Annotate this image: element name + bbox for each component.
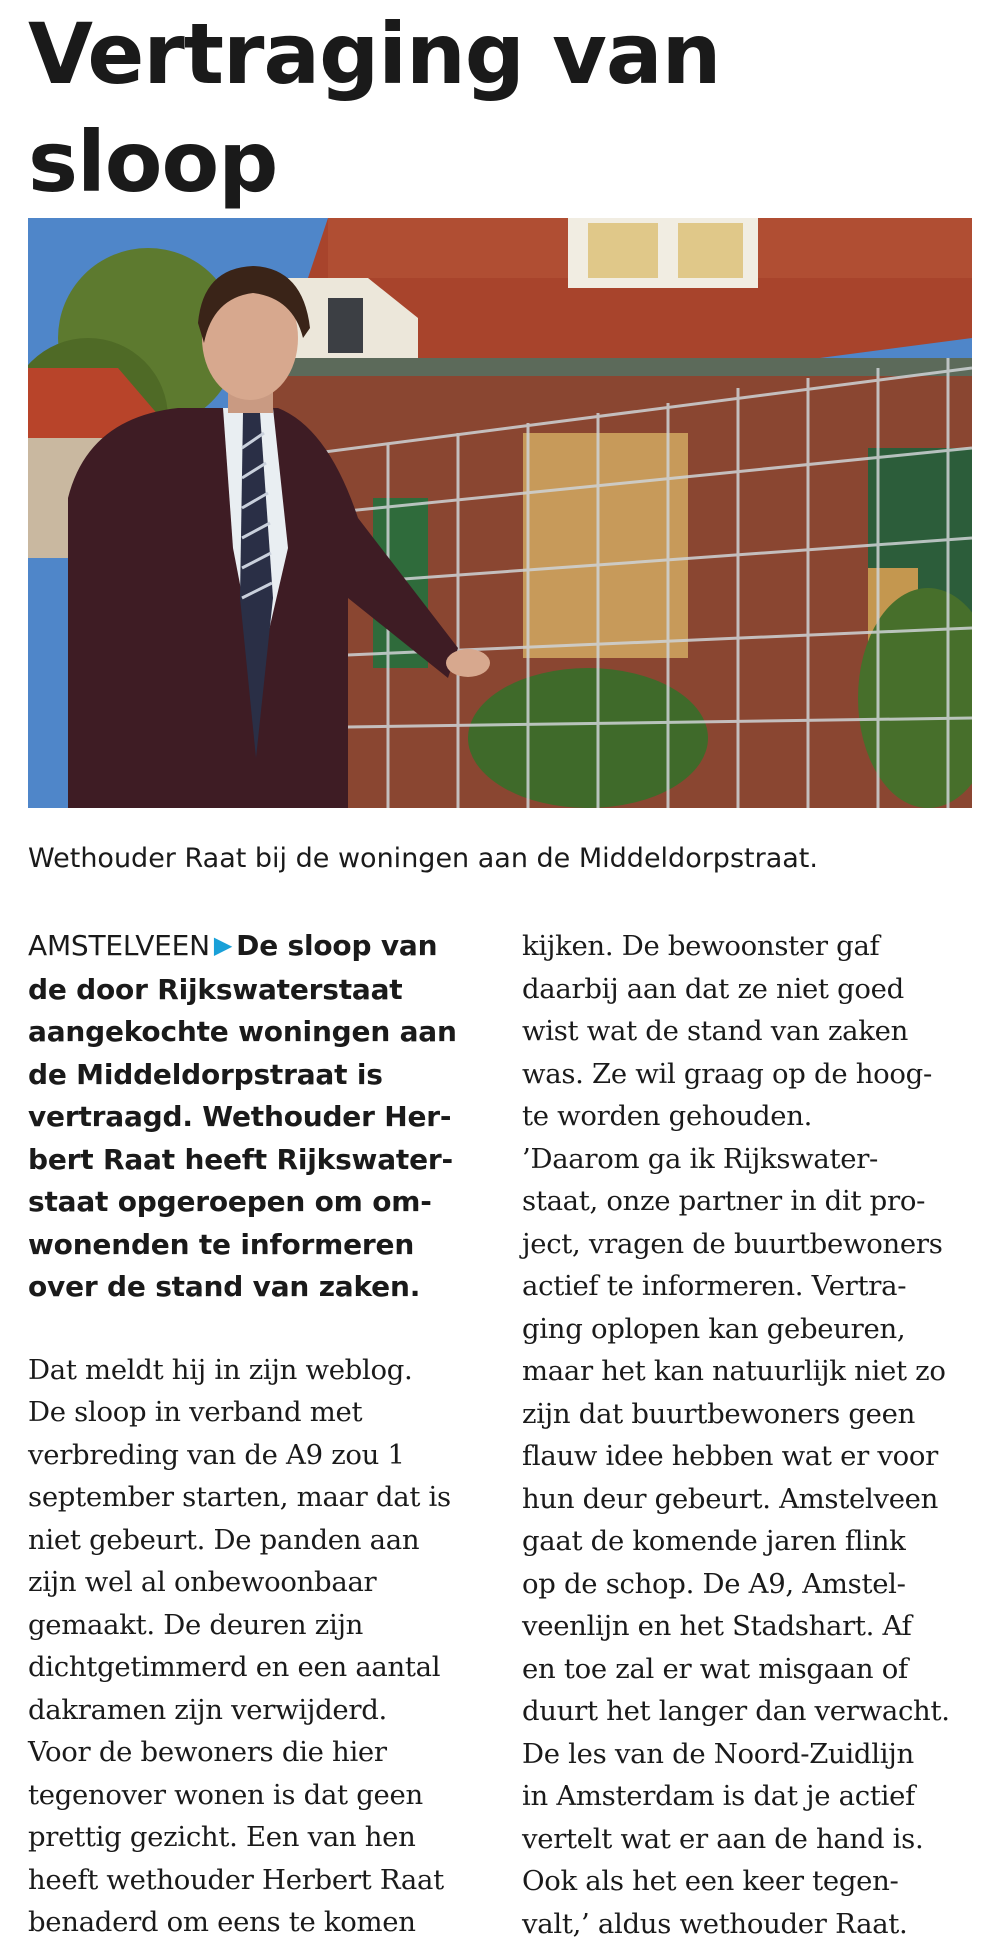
body-line: Voor de bewoners die hier — [28, 1736, 387, 1768]
lead-line: De sloop van — [236, 929, 438, 962]
body-line: benaderd om eens te komen — [28, 1906, 416, 1938]
lead-line: bert Raat heeft Rijkswater- — [28, 1142, 453, 1176]
body-line: duurt het langer dan verwacht. — [522, 1695, 950, 1727]
body-line: heeft wethouder Herbert Raat — [28, 1863, 444, 1896]
body-line: en toe zal er wat misgaan of — [522, 1652, 908, 1685]
article-column-left — [28, 925, 490, 1944]
lead-line: wonenden te informeren — [28, 1227, 415, 1261]
lead-line: de Middeldorpstraat is — [28, 1057, 383, 1091]
body-line: zijn dat buurtbewoners geen — [522, 1397, 916, 1430]
article-body-right — [522, 925, 982, 1945]
body-line: flauw idee hebben wat er voor — [522, 1440, 938, 1472]
lead-line: de door Rijkswaterstaat — [28, 972, 403, 1006]
body-line: dichtgetimmerd en een aantal — [28, 1651, 441, 1683]
body-line: zijn wel al onbewoonbaar — [28, 1566, 377, 1598]
article-body-left — [28, 1349, 490, 1944]
body-line: maar het kan natuurlijk niet zo — [522, 1355, 946, 1387]
lead-line: aangekochte woningen aan — [28, 1015, 457, 1048]
body-line: prettig gezicht. Een van hen — [28, 1821, 416, 1853]
body-line: niet gebeurt. De panden aan — [28, 1523, 420, 1556]
lead-line: over de stand van zaken. — [28, 1270, 421, 1303]
body-line: gemaakt. De deuren zijn — [28, 1608, 364, 1641]
lead-line: vertraagd. Wethouder Her- — [28, 1100, 452, 1133]
body-line: in Amsterdam is dat je actief — [522, 1780, 915, 1812]
body-line: wist wat de stand van zaken — [522, 1015, 909, 1047]
body-line: actief te informeren. Vertra- — [522, 1270, 907, 1302]
article-column-right — [522, 925, 982, 1945]
body-line: De sloop in verband met — [28, 1396, 363, 1428]
body-line: daarbij aan dat ze niet goed — [522, 972, 904, 1005]
body-line: Ook als het een keer tegen- — [522, 1865, 899, 1897]
body-line: staat, onze partner in dit pro- — [522, 1185, 926, 1217]
dateline: AMSTELVEEN — [28, 929, 210, 962]
article-headline: Vertraging van sloop — [28, 5, 721, 211]
article-photo — [28, 218, 972, 808]
body-line: veenlijn en het Stadshart. Af — [522, 1610, 912, 1642]
body-line: gaat de komende jaren flink — [522, 1525, 906, 1557]
body-line: tegenover wonen is dat geen — [28, 1778, 423, 1811]
body-line: te worden gehouden. — [522, 1100, 813, 1132]
body-line: kijken. De bewoonster gaf — [522, 930, 880, 962]
body-line: valt,’ aldus wethouder Raat. — [522, 1907, 908, 1940]
body-line: Dat meldt hij in zijn weblog. — [28, 1353, 413, 1386]
body-line: De les van de Noord-Zuidlijn — [522, 1737, 914, 1770]
photo-icon — [28, 218, 972, 808]
body-line: dakramen zijn verwijderd. — [28, 1693, 387, 1726]
body-line: was. Ze wil graag op de hoog- — [522, 1057, 932, 1090]
body-line: verbreding van de A9 zou 1 — [28, 1438, 405, 1471]
body-line: op de schop. De A9, Amstel- — [522, 1567, 906, 1600]
article-lead — [28, 925, 490, 1309]
body-line: ’Daarom ga ik Rijkswater- — [522, 1142, 879, 1175]
body-line: september starten, maar dat is — [28, 1481, 451, 1513]
body-line: vertelt wat er aan de hand is. — [522, 1822, 924, 1855]
body-line: ject, vragen de buurtbewoners — [522, 1227, 943, 1260]
lead-line: staat opgeroepen om om- — [28, 1185, 432, 1218]
body-line: hun deur gebeurt. Amstelveen — [522, 1482, 939, 1515]
photo-caption: Wethouder Raat bij de woningen aan de Middeldorpstraat. — [28, 843, 818, 874]
play-arrow-icon: ▶ — [213, 931, 233, 959]
body-line: ging oplopen kan gebeuren, — [522, 1312, 906, 1345]
